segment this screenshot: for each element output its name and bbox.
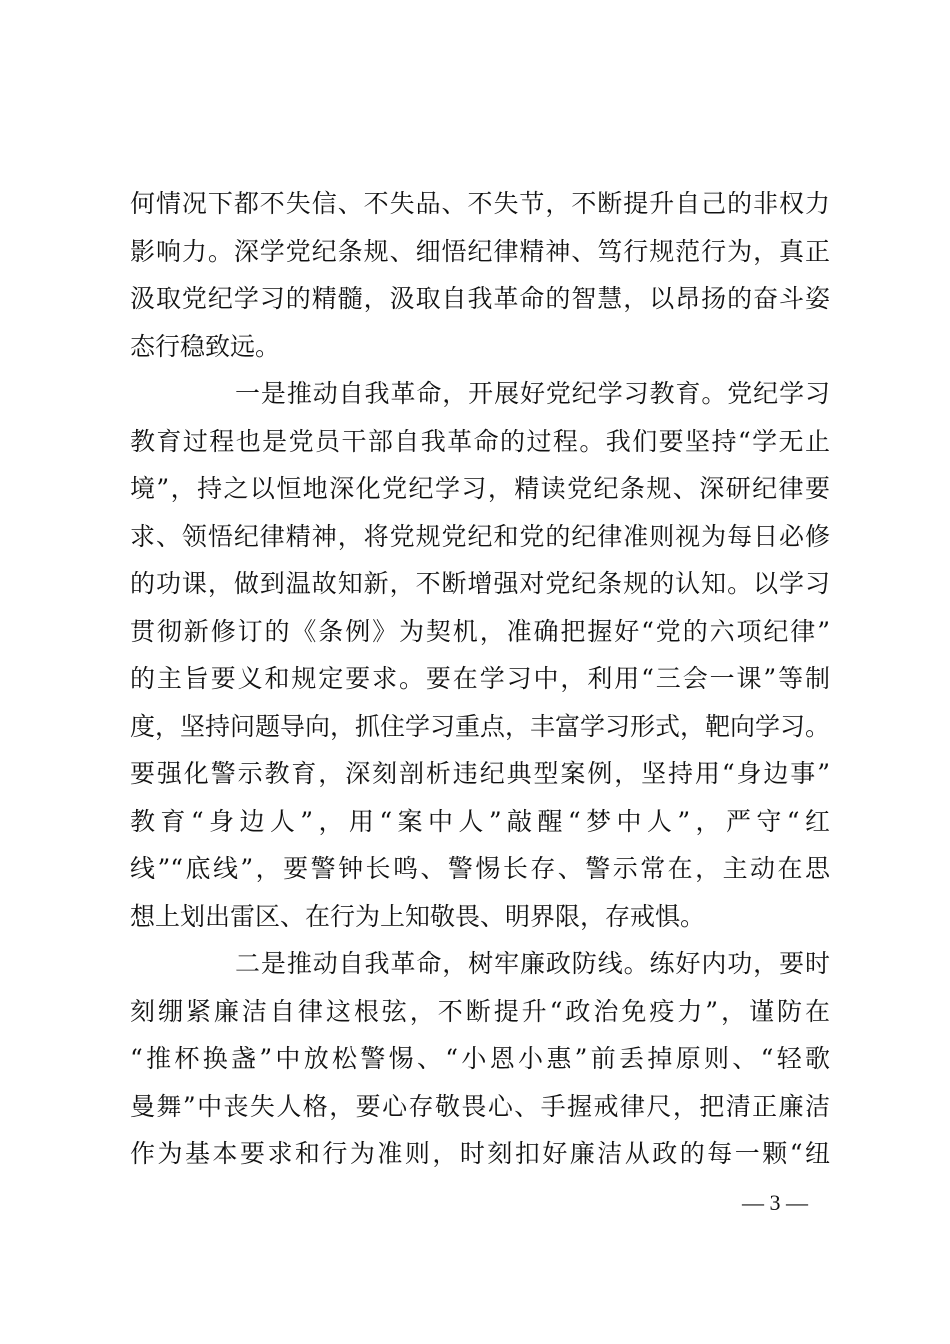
text-line: 教育“身边人”，用“案中人”敲醒“梦中人”，严守“红 bbox=[130, 806, 830, 836]
text-line: 境”，持之以恒地深化党纪学习，精读党纪条规、深研纪律要 bbox=[130, 474, 830, 503]
text-line: 的主旨要义和规定要求。要在学习中，利用“三会一课”等制 bbox=[130, 664, 830, 693]
text-line: 求、领悟纪律精神，将党规党纪和党的纪律准则视为每日必修 bbox=[130, 521, 830, 551]
text-line: “推杯换盏”中放松警惕、“小恩小惠”前丢掉原则、“轻歌 bbox=[130, 1044, 830, 1073]
text-line: 汲取党纪学习的精髓，汲取自我革命的智慧，以昂扬的奋斗姿 bbox=[130, 284, 830, 313]
paragraph-3 bbox=[130, 940, 830, 1178]
text-line: 作为基本要求和行为准则，时刻扣好廉洁从政的每一颗“纽 bbox=[130, 1139, 830, 1168]
text-line: 何情况下都不失信、不失品、不失节，不断提升自己的非权力 bbox=[130, 189, 830, 218]
text-line: 影响力。深学党纪条规、细悟纪律精神、笃行规范行为，真正 bbox=[130, 236, 830, 266]
text-line: 贯彻新修订的《条例》为契机，准确把握好“党的六项纪律” bbox=[130, 616, 830, 646]
text-line: 刻绷紧廉洁自律这根弦，不断提升“政治免疫力”，谨防在 bbox=[130, 996, 830, 1026]
text-line: 度，坚持问题导向，抓住学习重点，丰富学习形式，靶向学习。 bbox=[130, 711, 831, 741]
paragraph-1 bbox=[130, 180, 830, 370]
text-line: 态行稳致远。 bbox=[130, 331, 281, 361]
text-line: 曼舞”中丧失人格，要心存敬畏心、手握戒律尺，把清正廉洁 bbox=[130, 1091, 830, 1121]
text-line: 线”“底线”，要警钟长鸣、警惕长存、警示常在，主动在思 bbox=[130, 854, 830, 883]
text-line: 教育过程也是党员干部自我革命的过程。我们要坚持“学无止 bbox=[130, 426, 830, 456]
text-line: 的功课，做到温故知新，不断增强对党纪条规的认知。以学习 bbox=[130, 569, 830, 598]
paragraph-2 bbox=[130, 370, 830, 940]
page-number: — 3 — bbox=[742, 1190, 808, 1215]
text-line: 一是推动自我革命，开展好党纪学习教育。党纪学习 bbox=[235, 379, 830, 408]
text-line: 二是推动自我革命，树牢廉政防线。练好内功，要时 bbox=[235, 949, 830, 978]
text-line: 想上划出雷区、在行为上知敬畏、明界限，存戒惧。 bbox=[130, 901, 706, 931]
document-body bbox=[130, 180, 830, 1178]
text-line: 要强化警示教育，深刻剖析违纪典型案例，坚持用“身边事” bbox=[130, 759, 830, 788]
